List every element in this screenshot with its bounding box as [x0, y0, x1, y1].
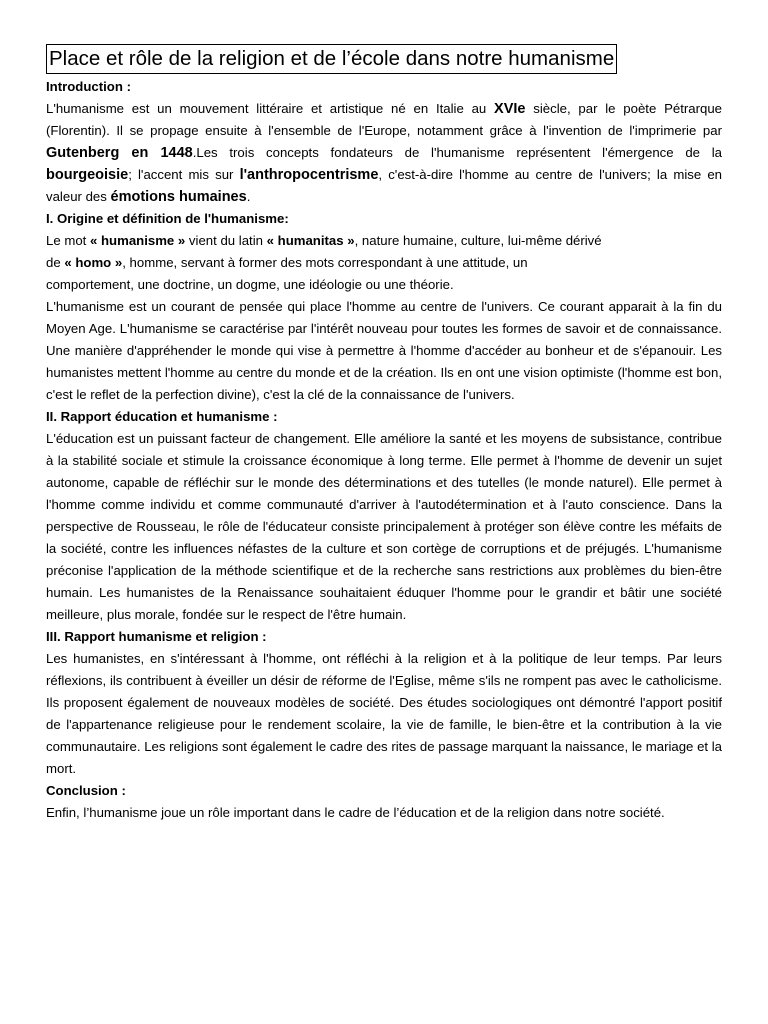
section1-line: comportement, une doctrine, un dogme, une idéologie ou une théorie.	[46, 277, 454, 292]
section2-paragraph: L'éducation est un puissant facteur de changement. Elle améliore la santé et les moyens de subsistance, contribue à la stabilité sociale et stimule la croissance économique à long terme. Elle permet à l'homme de devenir un sujet autonome, capable de réfléchir sur le monde des déterminations et des tutelles (le monde naturel). Elle permet à l'homme comme individu et comme communauté d'arriver à l'autodétermination et à l'auto conscience. Dans la perspective de Rousseau, le rôle de l'éducateur consiste principalement à protéger son élève contre les méfaits de la société, contre les influences néfastes de la culture et son cortège de corruptions et de préjugés. L'humanisme préconise l'application de la méthode scientifique et de la recherche sans restrictions aux problèmes du bien-être humain. Les humanistes de la Renaissance souhaitaient éduquer l'homme pour le grandir et bâtir une société meilleure, plus morale, fondée sur le respect de l'être humain.	[46, 431, 722, 622]
intro-text: .	[246, 189, 251, 204]
document-page	[46, 44, 722, 824]
section3-paragraph: Les humanistes, en s'intéressant à l'homme, ont réfléchi à la religion et à la politique de leur temps. Par leurs réflexions, ils contribuent à éveiller un désir de réforme de l'Eglise, même s'ils ne rompent pas avec le catholicisme. Ils proposent également de nouveaux modèles de société. Des études sociologiques ont démontré l'apport positif de l'appartenance religieuse pour le rendement scolaire, la vie de famille, le bien-être et la contribution à la vie communautaire. Les religions sont également le cadre des rites de passage marquant la naissance, le mariage et la mort.	[46, 651, 722, 776]
intro-text: , c'est-à-dire l'homme au centre de l'univers; la mise en valeur des	[46, 167, 722, 204]
intro-heading: Introduction :	[46, 79, 131, 94]
section1-text: , homme, servant à former des mots correspondant à une attitude, un	[122, 255, 528, 270]
section1-line	[46, 252, 722, 274]
section1-keyword: « humanisme »	[89, 233, 186, 248]
intro-text: ; l'accent mis sur	[128, 167, 240, 182]
intro-text: .Les trois concepts fondateurs de l'humanisme représentent l'émergence de la	[192, 145, 722, 160]
section3-heading: III. Rapport humanisme et religion :	[46, 629, 267, 644]
section1-keyword: « homo »	[64, 255, 123, 270]
section2-heading: II. Rapport éducation et humanisme :	[46, 409, 278, 424]
conclusion-paragraph: Enfin, l’humanisme joue un rôle important dans le cadre de l’éducation et de la religion dans notre société.	[46, 805, 665, 820]
section1-text: de	[46, 255, 65, 270]
section1-text: vient du latin	[185, 233, 267, 248]
intro-keyword: Gutenberg en 1448	[46, 145, 193, 161]
document-title: Place et rôle de la religion et de l’école dans notre humanisme	[46, 44, 617, 74]
intro-keyword: XVIe	[494, 101, 526, 117]
section1-text: Le mot	[46, 233, 90, 248]
intro-paragraph	[46, 98, 722, 208]
section1-text: , nature humaine, culture, lui-même dérivé	[354, 233, 602, 248]
intro-text: L'humanisme est un mouvement littéraire et artistique né en Italie au	[46, 101, 495, 116]
section1-heading: I. Origine et définition de l'humanisme:	[46, 211, 289, 226]
intro-keyword: émotions humaines	[110, 189, 247, 205]
section1-line	[46, 230, 722, 252]
conclusion-heading: Conclusion :	[46, 783, 126, 798]
section1-paragraph1	[46, 230, 722, 296]
section1-keyword: « humanitas »	[266, 233, 355, 248]
intro-keyword: bourgeoisie	[46, 167, 129, 183]
intro-keyword: l'anthropocentrisme	[239, 167, 379, 183]
section1-paragraph2: L'humanisme est un courant de pensée qui place l'homme au centre de l'univers. Ce courant apparait à la fin du Moyen Age. L'humanisme se caractérise par l'intérêt nouveau pour toutes les formes de savoir et de connaissance. Une manière d'appréhender le monde qui vise à permettre à l'homme d'accéder au bonheur et de s'épanouir. Les humanistes mettent l'homme au centre du monde et de la création. Ils en ont une vision optimiste (l'homme est bon, c'est le reflet de la perfection divine), c'est la clé de la connaissance de l'univers.	[46, 299, 722, 402]
intro-text: siècle, par le poète Pétrarque (Florentin). Il se propage ensuite à l'ensemble de l'Europe, notamment grâce à l'invention de l'imprimerie par	[46, 101, 722, 138]
